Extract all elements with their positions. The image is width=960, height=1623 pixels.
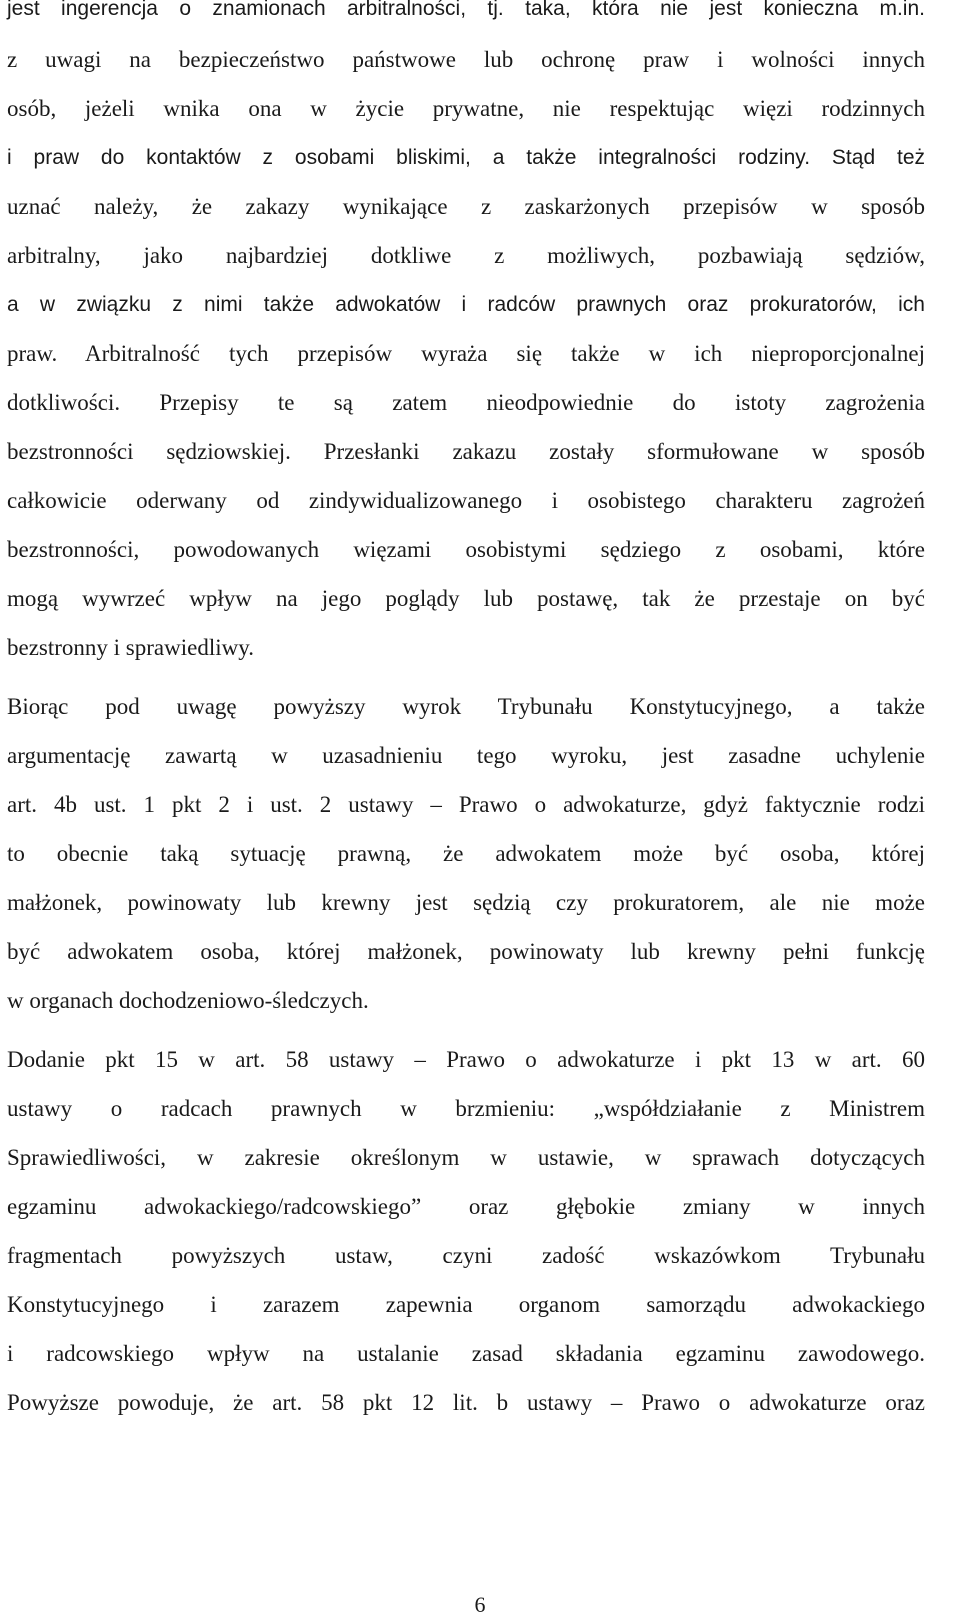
text-line: fragmentach powyższych ustaw, czyni zadość wskazówkom Trybunału [7, 1243, 925, 1268]
text-line: egzaminu adwokackiego/radcowskiego” oraz głębokie zmiany w innych [7, 1194, 925, 1219]
text-line: jest ingerencja o znamionach arbitralności, tj. taka, która nie jest konieczna m.in. [7, 0, 925, 20]
page-number: 6 [474, 1592, 486, 1617]
text-line: całkowicie oderwany od zindywidualizowanego i osobistego charakteru zagrożeń [7, 488, 925, 513]
text-line: być adwokatem osoba, której małżonek, powinowaty lub krewny pełni funkcję [7, 939, 925, 964]
text-line: w organach dochodzeniowo-śledczych. [7, 988, 369, 1013]
text-line: a w związku z nimi także adwokatów i radców prawnych oraz prokuratorów, ich [7, 293, 925, 316]
text-line: Sprawiedliwości, w zakresie określonym w ustawie, w sprawach dotyczących [7, 1145, 925, 1170]
text-line: bezstronny i sprawiedliwy. [7, 635, 254, 660]
text-line: bezstronności sędziowskiej. Przesłanki zakazu zostały sformułowane w sposób [7, 439, 925, 464]
text-line: Powyższe powoduje, że art. 58 pkt 12 lit. b ustawy – Prawo o adwokaturze oraz [7, 1390, 925, 1415]
text-line: ustawy o radcach prawnych w brzmieniu: „współdziałanie z Ministrem [7, 1096, 925, 1121]
text-line: Konstytucyjnego i zarazem zapewnia organom samorządu adwokackiego [7, 1292, 925, 1317]
text-line: argumentację zawartą w uzasadnieniu tego wyroku, jest zasadne uchylenie [7, 743, 925, 768]
text-line: mogą wywrzeć wpływ na jego poglądy lub postawę, tak że przestaje on być [7, 586, 925, 611]
text-line: Dodanie pkt 15 w art. 58 ustawy – Prawo o adwokaturze i pkt 13 w art. 60 [7, 1047, 925, 1072]
text-line: osób, jeżeli wnika ona w życie prywatne, nie respektując więzi rodzinnych [7, 96, 925, 121]
text-line: uznać należy, że zakazy wynikające z zaskarżonych przepisów w sposób [7, 194, 925, 219]
text-line: małżonek, powinowaty lub krewny jest sędzią czy prokuratorem, ale nie może [7, 890, 925, 915]
text-line: arbitralny, jako najbardziej dotkliwe z możliwych, pozbawiają sędziów, [7, 243, 925, 268]
text-line: to obecnie taką sytuację prawną, że adwokatem może być osoba, której [7, 841, 925, 866]
text-line: art. 4b ust. 1 pkt 2 i ust. 2 ustawy – Prawo o adwokaturze, gdyż faktycznie rodzi [7, 792, 925, 817]
text-line: Biorąc pod uwagę powyższy wyrok Trybunału Konstytucyjnego, a także [7, 694, 925, 719]
text-line: bezstronności, powodowanych więzami osobistymi sędziego z osobami, które [7, 537, 925, 562]
text-line: praw. Arbitralność tych przepisów wyraża się także w ich nieproporcjonalnej [7, 341, 925, 366]
text-line: i radcowskiego wpływ na ustalanie zasad składania egzaminu zawodowego. [7, 1341, 925, 1366]
text-line: dotkliwości. Przepisy te są zatem nieodpowiednie do istoty zagrożenia [7, 390, 925, 415]
text-line: z uwagi na bezpieczeństwo państwowe lub ochronę praw i wolności innych [7, 47, 925, 72]
text-line: i praw do kontaktów z osobami bliskimi, a także integralności rodziny. Stąd też [7, 146, 925, 169]
